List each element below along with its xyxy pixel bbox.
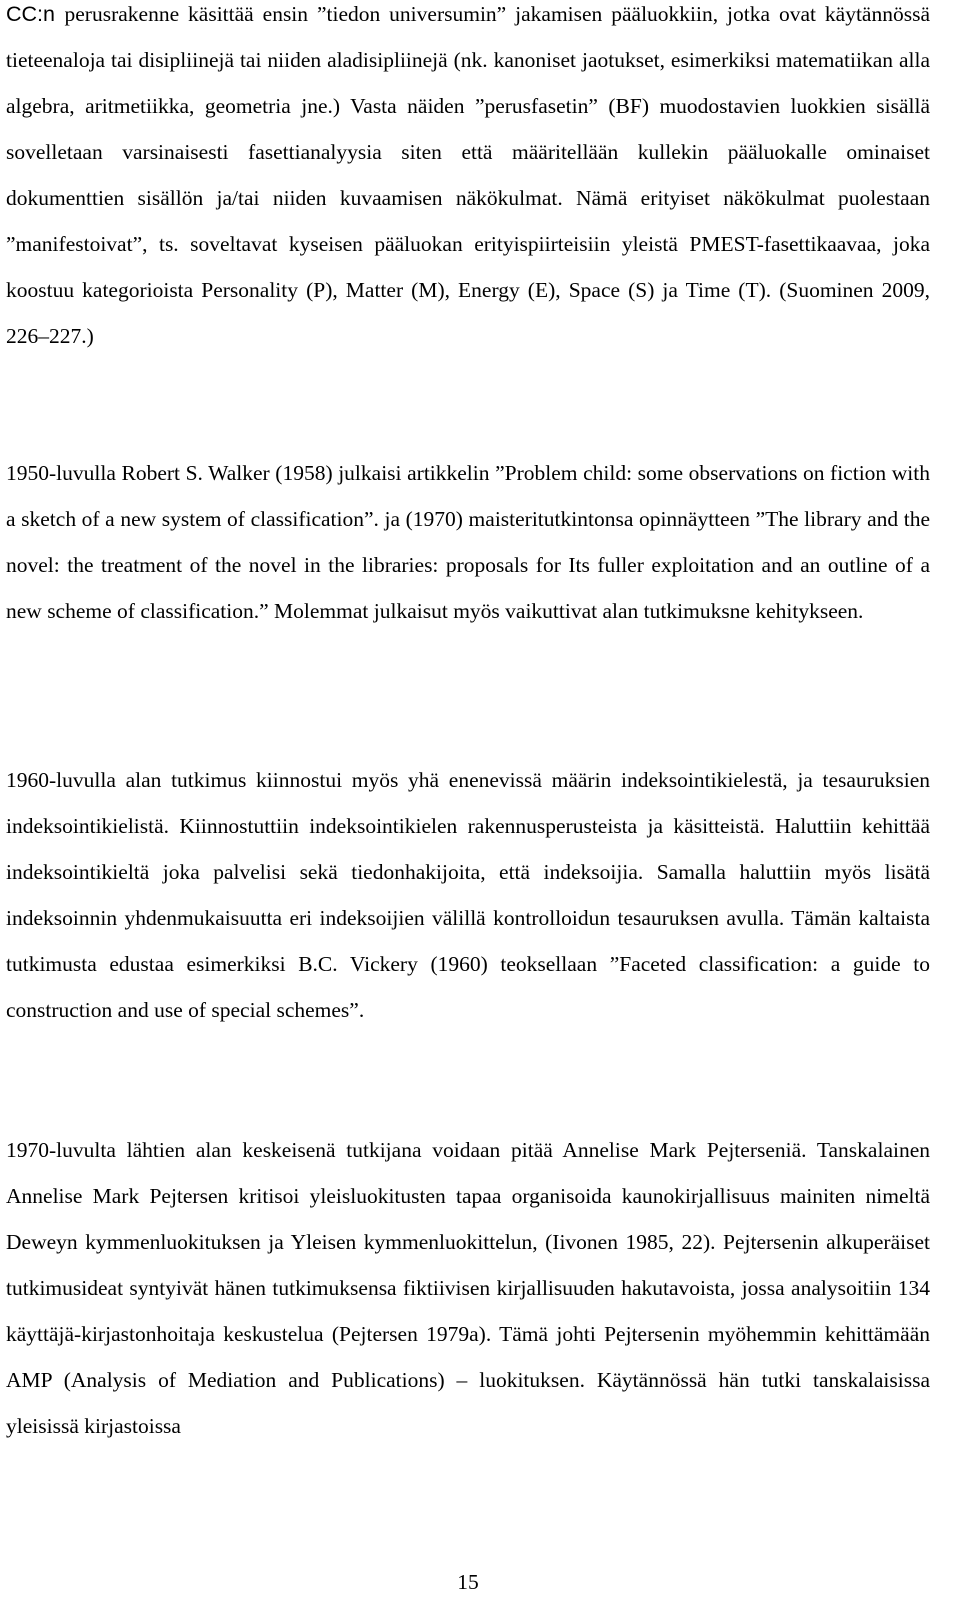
- paragraph-1950s: 1950-luvulla Robert S. Walker (1958) julkaisi artikkelin ”Problem child: some observations on fiction with a sketch of a new system of classification”. ja (1970) maisteritutkintonsa opinnäytteen ”The library and the novel: the treatment of the novel in the libraries: proposals for Its fuller exploitation and an outline of a new scheme of classification.” Molemmat julkaisut myös vaikuttivat alan tutkimuksne kehitykseen.: [6, 461, 930, 623]
- paragraph-cc-structure: [6, 0, 930, 359]
- paragraph-1960s: 1960-luvulla alan tutkimus kiinnostui myös yhä enenevissä määrin indeksointikielestä, ja tesauruksien indeksointikielistä. Kiinnostuttiin indeksointikielen rakennusperusteista ja käsitteistä. Haluttiin kehittää indeksointikieltä joka palvelisi sekä tiedonhakijoita, että indeksoijia. Samalla haluttiin myös lisätä indeksoinnin yhdenmukaisuutta eri indeksoijien välillä kontrolloidun tesauruksen avulla. Tämän kaltaista tutkimusta edustaa esimerkiksi B.C. Vickery (1960) teoksellaan ”Faceted classification: a guide to construction and use of special schemes”.: [6, 768, 930, 1022]
- page-number: 15: [457, 1570, 479, 1594]
- paragraph-text: perusrakenne käsittää ensin ”tiedon universumin” jakamisen pääluokkiin, jotka ovat käytännössä tieteenaloja tai disipliinejä tai niiden aladisipliinejä (nk. kanoniset jaotukset, esimerkiksi matematiikan alla algebra, aritmetiikka, geometria jne.) Vasta näiden ”perusfasetin” (BF) muodostavien luokkien sisällä sovelletaan varsinaisesti fasettianalyysia siten että määritellään kullekin pääluokalle ominaiset dokumenttien sisällön ja/tai niiden kuvaamisen näkökulmat. Nämä erityiset näkökulmat puolestaan ”manifestoivat”, ts. soveltavat kyseisen pääluokan erityispiirteisiin yleistä PMEST-fasettikaavaa, joka koostuu kategorioista Personality (P), Matter (M), Energy (E), Space (S) ja Time (T). (Suominen 2009, 226–227.): [6, 2, 930, 348]
- paragraph-1970s: 1970-luvulta lähtien alan keskeisenä tutkijana voidaan pitää Annelise Mark Pejterseniä. Tanskalainen Annelise Mark Pejtersen kritisoi yleisluokitusten tapaa organisoida kaunokirjallisuus mainiten nimeltä Deweyn kymmenluokituksen ja Yleisen kymmenluokittelun, (Iivonen 1985, 22). Pejtersenin alkuperäiset tutkimusideat syntyivät hänen tutkimuksensa fiktiivisen kirjallisuuden hakutavoista, jossa analysoitiin 134 käyttäjä-kirjastonhoitaja keskustelua (Pejtersen 1979a). Tämä johti Pejtersenin myöhemmin kehittämään AMP (Analysis of Mediation and Publications) – luokituksen. Käytännössä hän tutki tanskalaisissa yleisissä kirjastoissa: [6, 1138, 930, 1438]
- paragraph-lead-cc: CC:n: [6, 2, 65, 26]
